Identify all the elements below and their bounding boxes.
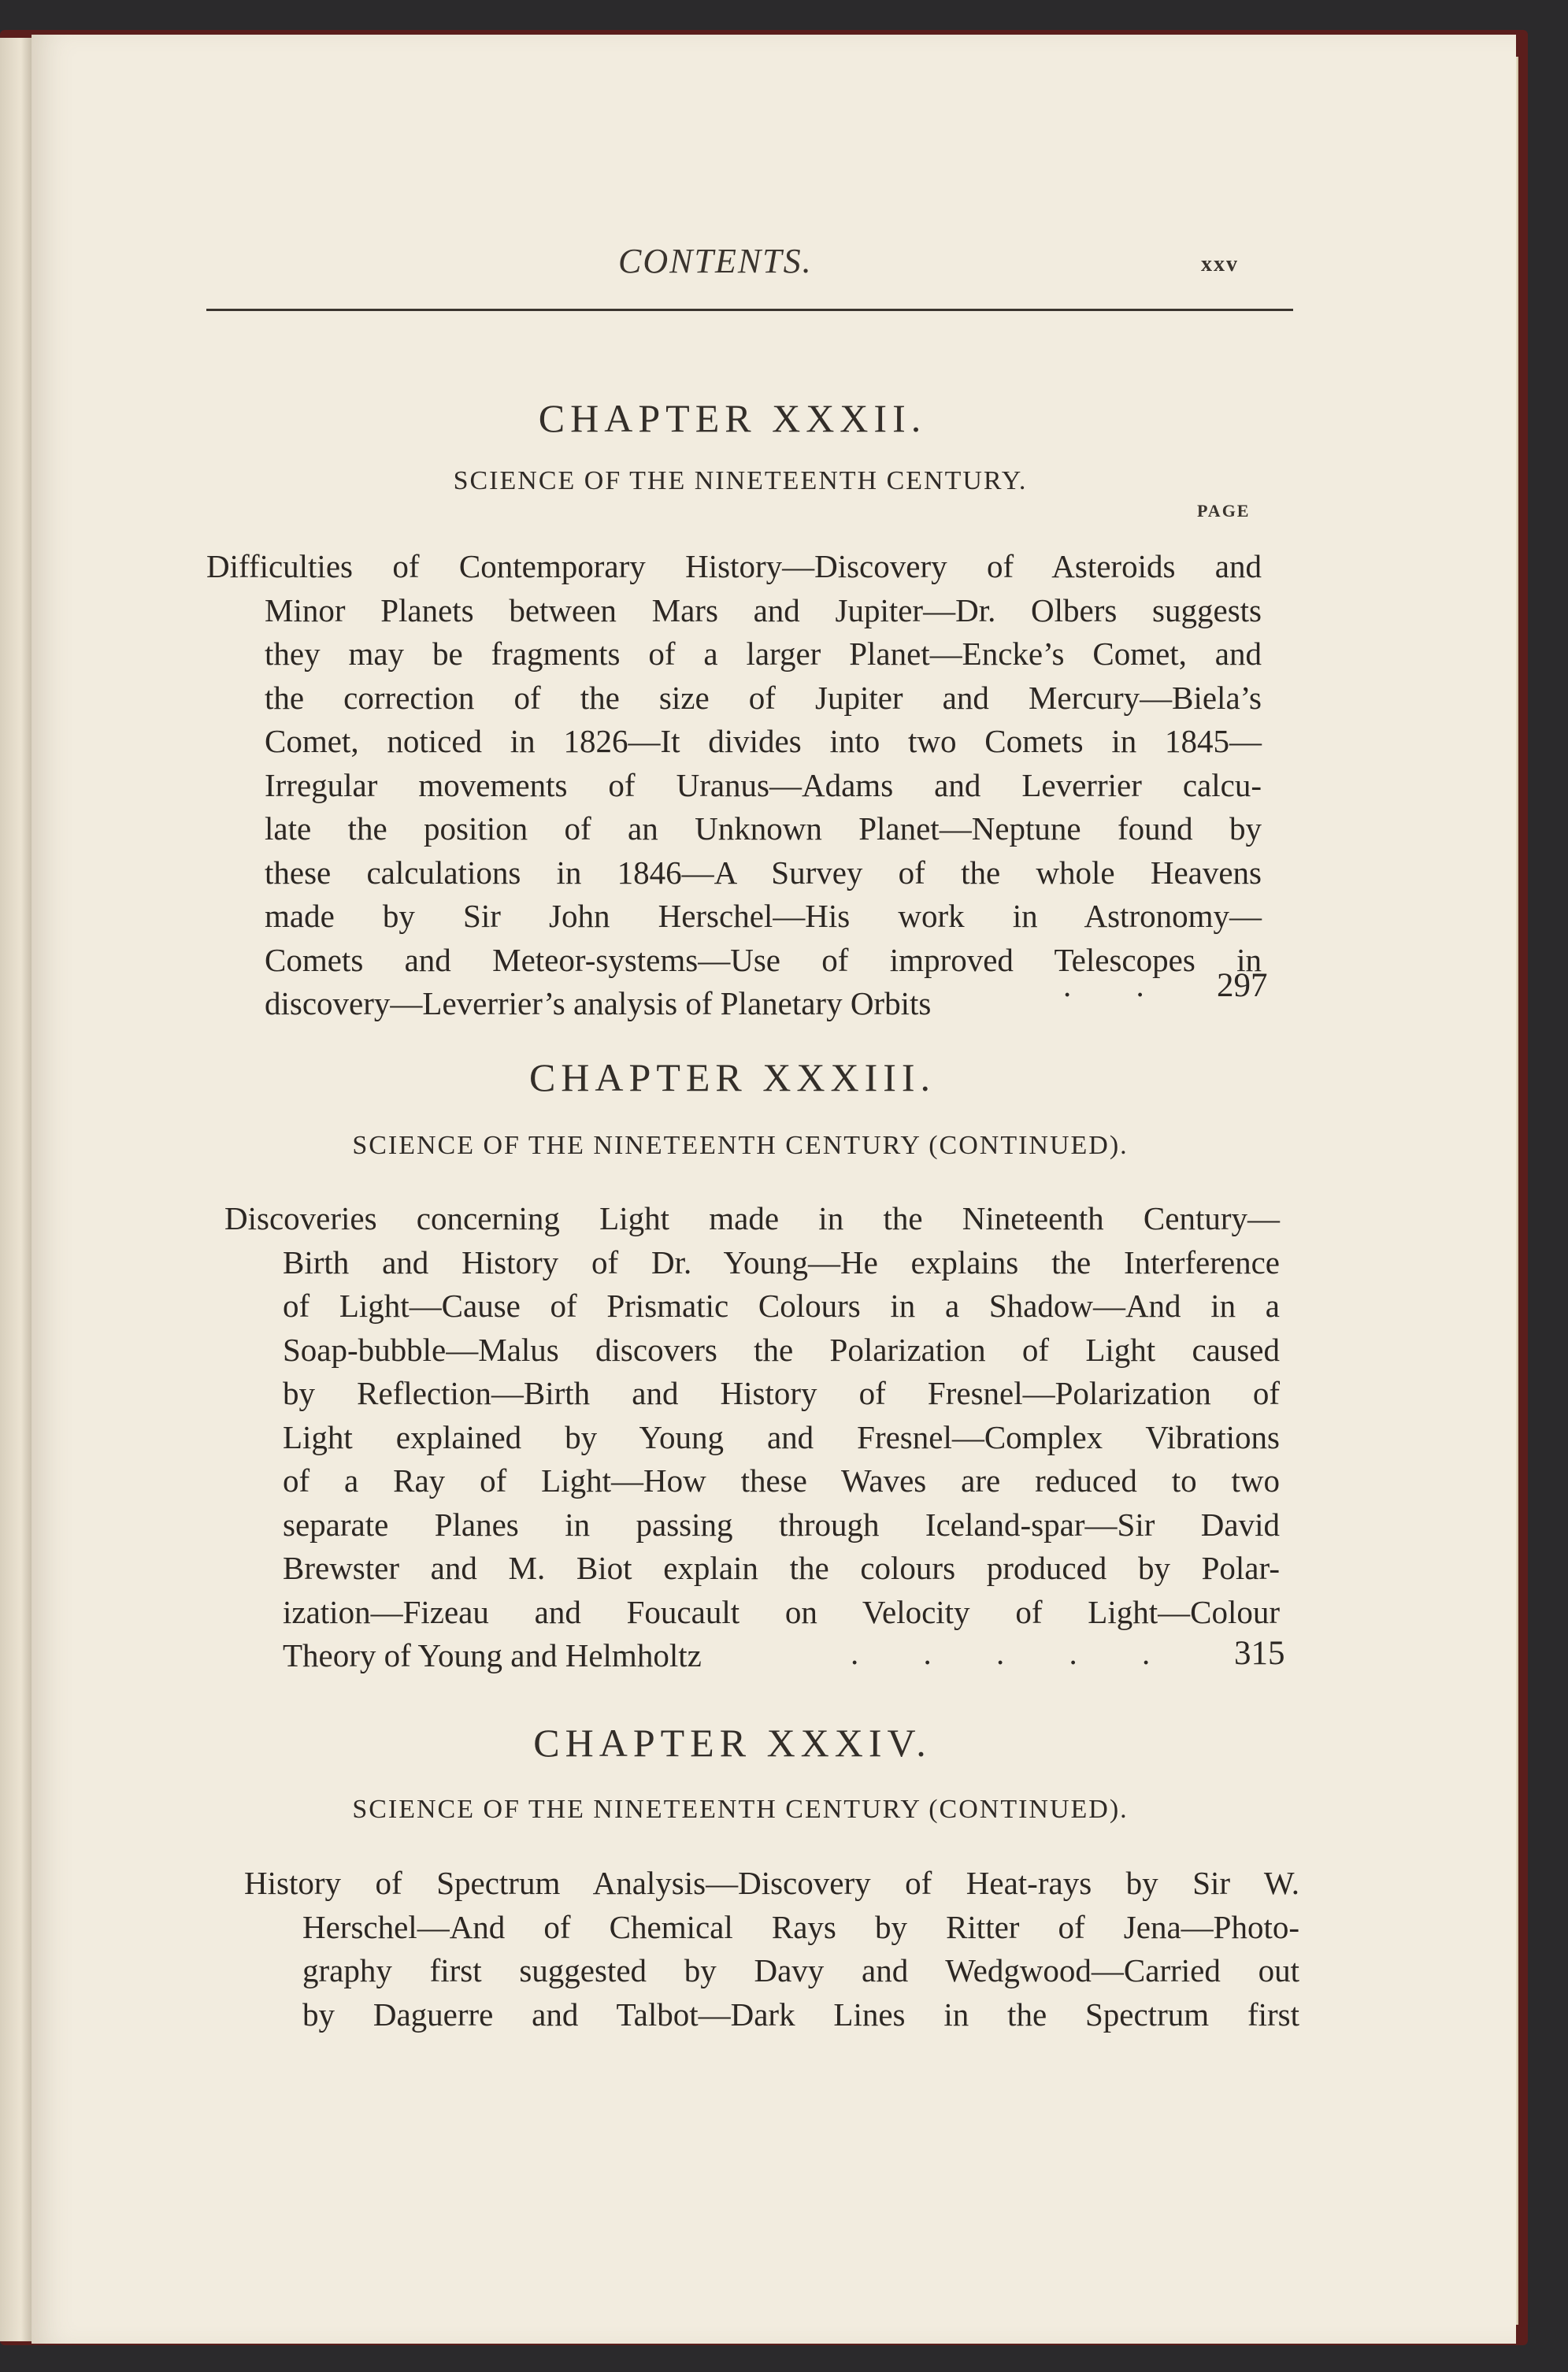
summary-line: Discoveries concerning Light made in the Nineteenth Century—	[224, 1200, 1280, 1236]
summary-line: Birth and History of Dr. Young—He explains the Interference	[283, 1243, 1280, 1281]
chapter-subtitle: SCIENCE OF THE NINETEENTH CENTURY (CONTINUED).	[352, 1131, 1129, 1160]
summary-line: discovery—Leverrier’s analysis of Planetary Orbits	[265, 985, 932, 1021]
chapter-title: CHAPTER XXXIII.	[528, 1055, 936, 1099]
dot-leader: . . . . .	[851, 1635, 1179, 1671]
summary-line: Comets and Meteor-systems—Use of improved Telescopes in	[265, 941, 1262, 978]
dot-leader: . .	[1063, 967, 1173, 1003]
page-number: 297	[1217, 967, 1268, 1004]
summary-line: of a Ray of Light—How these Waves are reduced to two	[283, 1462, 1280, 1499]
summary-line: Difficulties of Contemporary History—Discovery of Asteroids and	[206, 548, 1262, 584]
chapter-subtitle: SCIENCE OF THE NINETEENTH CENTURY (CONTINUED).	[352, 1795, 1129, 1824]
summary-line: Herschel—And of Chemical Rays by Ritter of Jena—Photo-	[302, 1908, 1299, 1945]
chapter-summary	[224, 1197, 1280, 1678]
summary-line: Light explained by Young and Fresnel—Complex Vibrations	[283, 1418, 1280, 1455]
summary-line: Comet, noticed in 1826—It divides into two Comets in 1845—	[265, 723, 1262, 759]
summary-line: ization—Fizeau and Foucault on Velocity of Light—Colour	[283, 1593, 1280, 1630]
summary-line: Soap-bubble—Malus discovers the Polarization of Light caused	[283, 1331, 1280, 1368]
page-number: 315	[1234, 1635, 1285, 1672]
page-folio: xxv	[1201, 252, 1239, 276]
page-column-label: PAGE	[1197, 501, 1251, 521]
running-head-title: CONTENTS.	[618, 242, 813, 280]
summary-line: Minor Planets between Mars and Jupiter—Dr. Olbers suggests	[265, 591, 1262, 628]
summary-line: made by Sir John Herschel—His work in Astronomy—	[265, 898, 1262, 934]
summary-line: History of Spectrum Analysis—Discovery of Heat-rays by Sir W.	[244, 1865, 1299, 1901]
summary-line: by Daguerre and Talbot—Dark Lines in the Spectrum first	[302, 1996, 1299, 2033]
chapter-summary	[206, 545, 1262, 1026]
left-page-edge	[0, 38, 35, 2341]
summary-line: Theory of Young and Helmholtz	[283, 1637, 702, 1673]
chapter-title: CHAPTER XXXIV.	[533, 1721, 932, 1765]
summary-line: late the position of an Unknown Planet—Neptune found by	[265, 810, 1262, 847]
book-page	[32, 35, 1516, 2344]
summary-line: of Light—Cause of Prismatic Colours in a Shadow—And in a	[283, 1288, 1280, 1324]
summary-line: by Reflection—Birth and History of Fresnel—Polarization of	[283, 1375, 1280, 1411]
header-rule	[206, 309, 1293, 311]
summary-line: they may be fragments of a larger Planet—Encke’s Comet, and	[265, 636, 1262, 672]
summary-line: the correction of the size of Jupiter and Mercury—Biela’s	[265, 679, 1262, 716]
summary-line: these calculations in 1846—A Survey of the whole Heavens	[265, 854, 1262, 891]
summary-line: Irregular movements of Uranus—Adams and Leverrier calcu-	[265, 766, 1262, 803]
chapter-summary	[244, 1862, 1299, 2037]
chapter-subtitle: SCIENCE OF THE NINETEENTH CENTURY.	[453, 466, 1028, 495]
chapter-title: CHAPTER XXXII.	[538, 396, 927, 440]
summary-line: separate Planes in passing through Iceland-spar—Sir David	[283, 1506, 1280, 1543]
running-head	[32, 241, 1516, 288]
summary-line: graphy first suggested by Davy and Wedgwood—Carried out	[302, 1952, 1299, 1988]
summary-line: Brewster and M. Biot explain the colours produced by Polar-	[283, 1550, 1280, 1586]
